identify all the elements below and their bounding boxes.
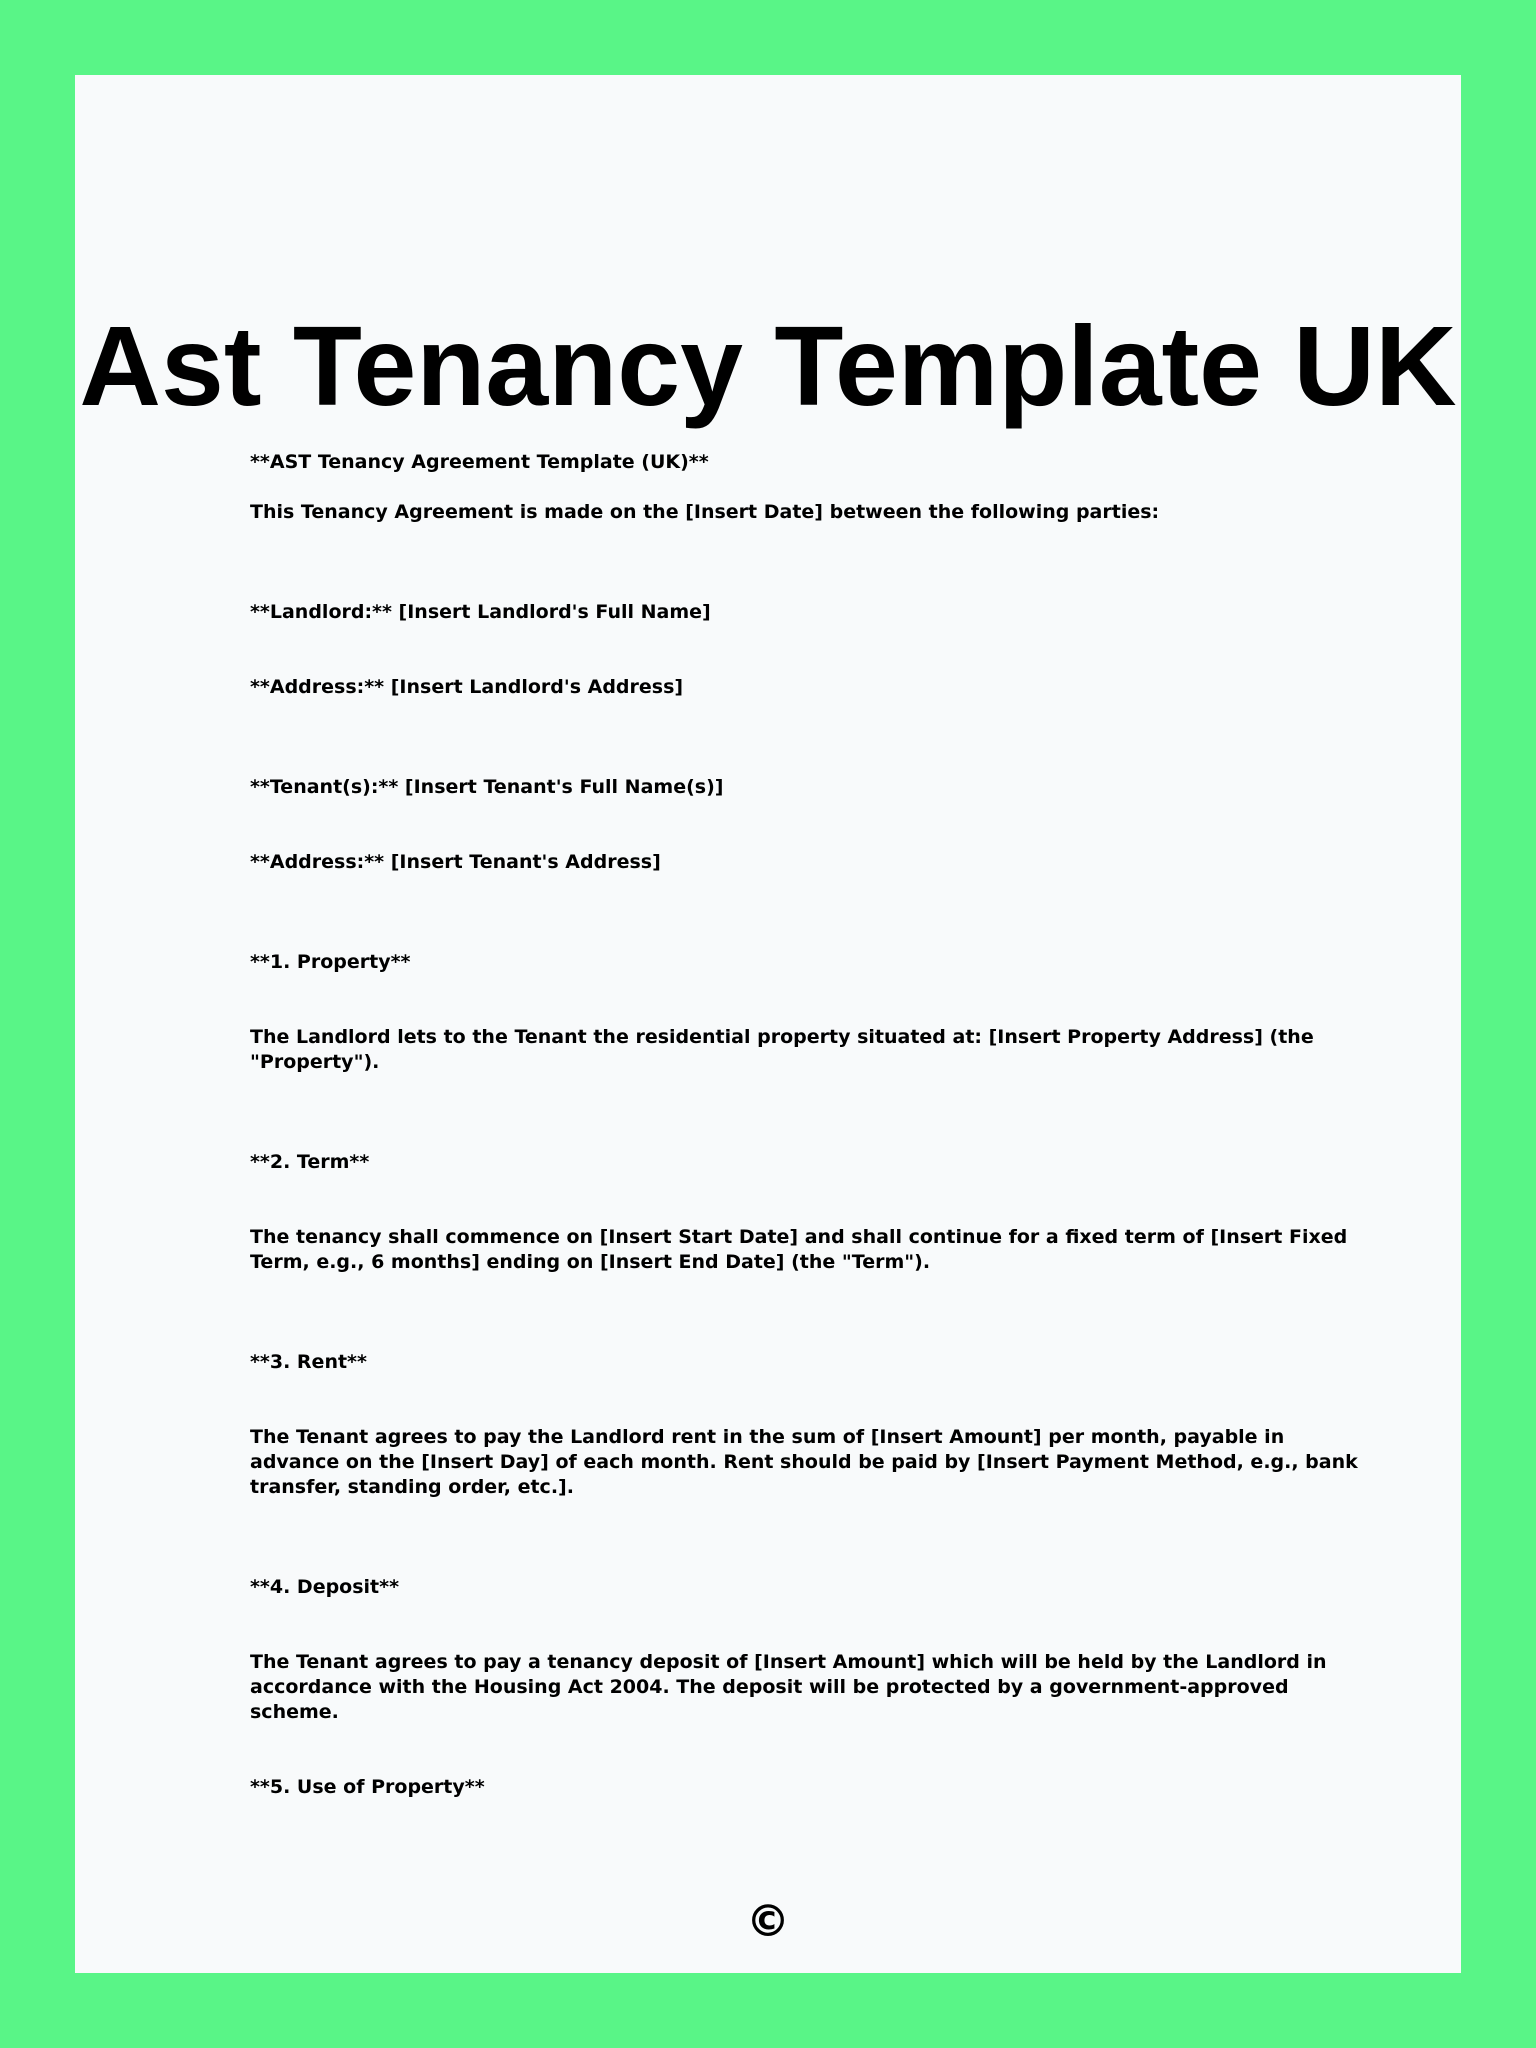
landlord-address-line: **Address:** [Insert Landlord's Address] xyxy=(250,676,684,698)
document-title: Ast Tenancy Template UK xyxy=(79,303,1457,429)
section-rent-heading: **3. Rent** xyxy=(250,1351,367,1373)
section-deposit-heading: **4. Deposit** xyxy=(250,1576,400,1598)
agreement-intro: This Tenancy Agreement is made on the [Insert Date] between the following parties: xyxy=(250,501,1160,523)
section-term-text: The tenancy shall commence on [Insert Start Date] and shall continue for a fixed term of [Insert Fixed Term, e.g., 6 months] ending on [Insert End Date] (the "Term"). xyxy=(250,1226,1348,1273)
tenant-name-line: **Tenant(s):** [Insert Tenant's Full Name(s)] xyxy=(250,776,724,798)
landlord-name-line: **Landlord:** [Insert Landlord's Full Name] xyxy=(250,601,711,623)
section-rent-text: The Tenant agrees to pay the Landlord rent in the sum of [Insert Amount] per month, payable in advance on the [Insert Day] of each month. Rent should be paid by [Insert Payment Method, e.g., bank transfer, standing order, etc.]. xyxy=(250,1426,1358,1498)
copyright-icon: © xyxy=(746,1896,790,1947)
section-property-heading: **1. Property** xyxy=(250,951,411,973)
tenant-address-line: **Address:** [Insert Tenant's Address] xyxy=(250,851,661,873)
section-use-heading: **5. Use of Property** xyxy=(250,1776,485,1798)
section-term-heading: **2. Term** xyxy=(250,1151,370,1173)
section-deposit-text: The Tenant agrees to pay a tenancy deposit of [Insert Amount] which will be held by the Landlord in accordance with the Housing Act 2004. The deposit will be protected by a government-approved scheme. xyxy=(250,1651,1327,1723)
section-property-text: The Landlord lets to the Tenant the residential property situated at: [Insert Property Address] (the "Property"). xyxy=(250,1026,1314,1073)
document-page xyxy=(75,75,1461,1973)
agreement-heading: **AST Tenancy Agreement Template (UK)** xyxy=(250,451,709,473)
